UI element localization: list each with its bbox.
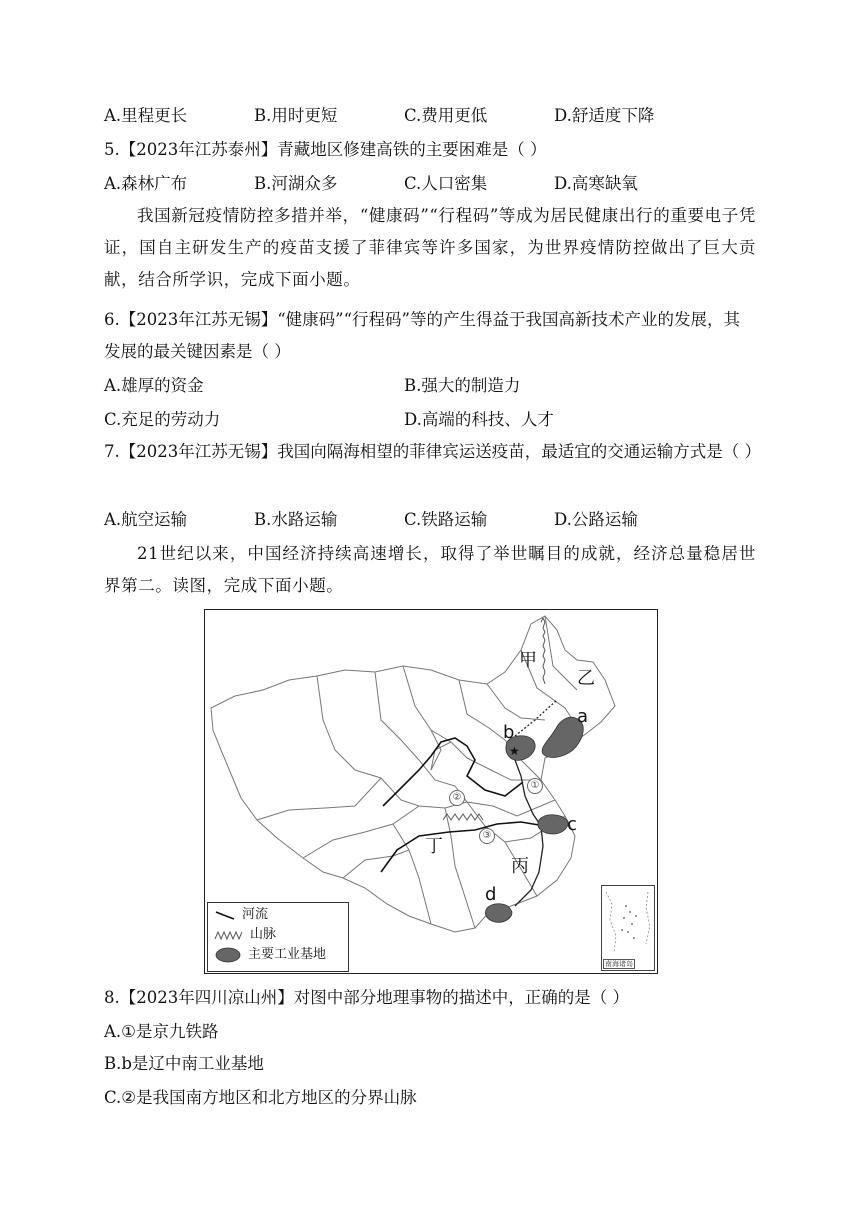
map-label-b: b bbox=[503, 722, 515, 743]
q6-option-c: C.充足的劳动力 bbox=[104, 410, 221, 429]
q7-option-d: D.公路运输 bbox=[554, 510, 638, 529]
q4-option-a: A.里程更长 bbox=[104, 106, 188, 125]
map-label-d: d bbox=[485, 884, 497, 905]
q8-option-b: B.b是辽中南工业基地 bbox=[104, 1054, 264, 1073]
map-label-jia: 甲 bbox=[519, 650, 537, 671]
greater-khingan-range bbox=[541, 618, 545, 684]
q5-option-a: A.森林广布 bbox=[104, 174, 188, 193]
q6-option-d: D.高端的科技、人才 bbox=[404, 410, 554, 429]
q4-option-b: B.用时更短 bbox=[254, 106, 338, 125]
inset-drawing bbox=[602, 886, 654, 970]
q4-option-c: C.费用更低 bbox=[404, 106, 488, 125]
capital-star-icon: ★ bbox=[509, 744, 520, 758]
map-legend bbox=[207, 902, 349, 972]
inset-label: 南海诸岛 bbox=[605, 960, 633, 968]
q7-option-b: B.水路运输 bbox=[254, 510, 338, 529]
passage-covid: 我国新冠疫情防控多措并举，“健康码”“行程码”等成为居民健康出行的重要电子凭证，国自主研发生产的疫苗支援了菲律宾等许多国家，为世界疫情防控做出了巨大贡献，结合所学识，完成下面小题。 bbox=[104, 206, 756, 289]
q7-option-c: C.铁路运输 bbox=[404, 510, 488, 529]
base-c-shape bbox=[538, 815, 568, 834]
q5-text: 5.【2023年江苏泰州】青藏地区修建高铁的主要困难是（ ） bbox=[104, 140, 547, 159]
q6-text: 6.【2023年江苏无锡】“健康码”“行程码”等的产生得益于我国高新技术产业的发展，其发展的最关键因素是（ ） bbox=[104, 310, 740, 361]
q5-option-c: C.人口密集 bbox=[404, 174, 488, 193]
legend-industrial-base bbox=[214, 947, 326, 963]
q4-option-d: D.舒适度下降 bbox=[554, 106, 655, 125]
legend-river bbox=[214, 907, 268, 923]
industrial-base-symbol-icon bbox=[214, 947, 242, 963]
map-label-c: c bbox=[567, 814, 577, 835]
q6-option-b: B.强大的制造力 bbox=[404, 376, 521, 395]
map-marker-1: ① bbox=[527, 778, 543, 794]
legend-industrial-base-label: 主要工业基地 bbox=[248, 947, 327, 962]
china-industrial-map bbox=[204, 609, 658, 974]
south-china-sea-inset bbox=[601, 885, 655, 971]
q5-option-d: D.高寒缺氧 bbox=[554, 174, 638, 193]
map-marker-3: ③ bbox=[479, 828, 495, 844]
country-outline bbox=[211, 616, 615, 932]
q7-option-a: A.航空运输 bbox=[104, 510, 188, 529]
passage-economy: 21世纪以来，中国经济持续高速增长，取得了举世瞩目的成就，经济总量稳居世界第二。读图，完成下面小题。 bbox=[104, 544, 756, 595]
legend-river-label: 河流 bbox=[242, 907, 269, 922]
legend-mountain-label: 山脉 bbox=[250, 927, 277, 942]
q8-option-a: A.①是京九铁路 bbox=[104, 1022, 219, 1041]
legend-mountain bbox=[214, 927, 276, 943]
q8-text: 8.【2023年四川凉山州】对图中部分地理事物的描述中，正确的是（ ） bbox=[104, 988, 629, 1007]
map-label-bing: 丙 bbox=[511, 856, 529, 877]
map-label-ding: 丁 bbox=[425, 836, 443, 857]
q6-option-a: A.雄厚的资金 bbox=[104, 376, 204, 395]
q7-text: 7.【2023年江苏无锡】我国向隔海相望的菲律宾运送疫苗，最适宜的交通运输方式是（ ） bbox=[104, 442, 761, 461]
mountain-symbol-icon bbox=[214, 929, 244, 941]
river-symbol-icon bbox=[214, 909, 236, 921]
q5-option-b: B.河湖众多 bbox=[254, 174, 338, 193]
base-d-shape bbox=[485, 904, 511, 923]
q8-option-c: C.②是我国南方地区和北方地区的分界山脉 bbox=[104, 1088, 417, 1107]
map-label-a: a bbox=[577, 706, 589, 727]
map-marker-2: ② bbox=[449, 790, 465, 806]
map-label-yi: 乙 bbox=[577, 668, 595, 689]
